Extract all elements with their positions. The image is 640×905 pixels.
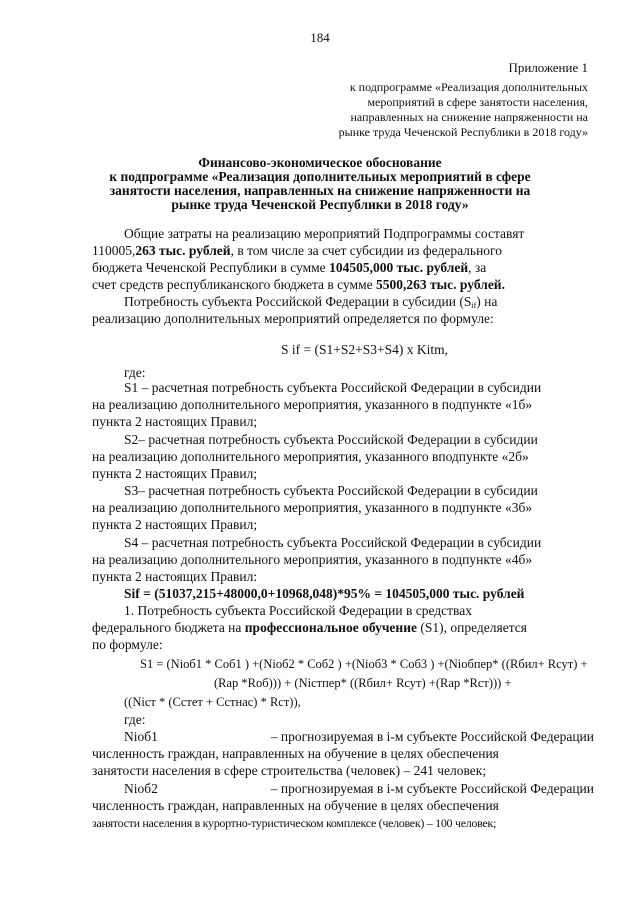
title-line-1: Финансово-экономическое обоснование — [198, 155, 442, 170]
p2-line-2: реализацию дополнительных мероприятий определяется по формуле: — [92, 311, 494, 326]
p3-line-2: федерального бюджета на профессиональное обучение (S1), определяется — [92, 620, 527, 635]
appendix-line-4: рынке труда Чеченской Республики в 2018 году» — [338, 125, 588, 139]
p1-line-3: бюджета Чеченской Республики в сумме 104505,000 тыс. рублей, за — [92, 260, 487, 275]
page-number: 184 — [310, 30, 330, 45]
appendix-label: Приложение 1 — [508, 60, 588, 75]
where-label-1: где: — [124, 365, 146, 380]
formula-s1-line-2: (Rар *Rоб))) + (Nicтпер* ((Rбил+ Rсут) +(Rар *Rст))) + — [214, 676, 512, 690]
title-line-3: занятости населения, направленных на снижение напряженности на — [109, 183, 531, 198]
p1-line-2: 110005,263 тыс. рублей, в том числе за счет субсидии из федерального — [92, 243, 502, 258]
s2-line-1: S2– расчетная потребность субъекта Российской Федерации в субсидии — [124, 432, 538, 447]
appendix-line-3: направленных на снижение напряженности на — [350, 110, 588, 124]
s2-line-3: пункта 2 настоящих Правил; — [92, 466, 258, 481]
s1-line-2: на реализацию дополнительного мероприятия, указанного в подпункте «1б» — [92, 397, 533, 412]
appendix-line-1: к подпрограмме «Реализация дополнительных — [349, 80, 588, 94]
s3-line-1: S3– расчетная потребность субъекта Российской Федерации в субсидии — [124, 483, 538, 498]
n2-line-3: занятости населения в курортно-туристическом комплексе (человек) – 100 человек; — [92, 816, 496, 830]
formula-sif: S if = (S1+S2+S3+S4) x Kitm, — [281, 342, 448, 357]
n2-line-2: численность граждан, направленных на обучение в целях обеспечения — [92, 798, 499, 813]
appendix-line-2: мероприятий в сфере занятости населения, — [367, 95, 588, 109]
s4-line-2: на реализацию дополнительного мероприятия, указанного в подпункте «4б» — [92, 552, 533, 567]
s2-line-2: на реализацию дополнительного мероприятия, указанного вподпункте «2б» — [92, 449, 529, 464]
s1-line-1: S1 – расчетная потребность субъекта Российской Федерации в субсидии — [124, 380, 542, 395]
p1-line-1: Общие затраты на реализацию мероприятий Подпрограммы составят — [124, 226, 525, 241]
p3-line-1: 1. Потребность субъекта Российской Федерации в средствах — [124, 603, 472, 618]
s3-line-2: на реализацию дополнительного мероприятия, указанного в подпункте «3б» — [92, 500, 533, 515]
p3-line-3: по формуле: — [92, 637, 163, 652]
title-line-2: к подпрограмме «Реализация дополнительных мероприятий в сфере — [109, 169, 531, 184]
formula-s1-line-3: ((Nicт * (Cстет + Cстнас) * Rст)), — [124, 695, 301, 709]
n1-line-2: численность граждан, направленных на обучение в целях обеспечения — [92, 746, 499, 761]
n1-line-1: Nioб1 – прогнозируемая в i-м субъекте Российской Федерации — [124, 729, 594, 744]
s4-line-3: пункта 2 настоящих Правил: — [92, 569, 258, 584]
s3-line-3: пункта 2 настоящих Правил; — [92, 517, 258, 532]
title-line-4: рынке труда Чеченской Республики в 2018 году» — [171, 197, 469, 212]
sif-total: Sif = (51037,215+48000,0+10968,048)*95% = 104505,000 тыс. рублей — [124, 586, 525, 601]
s1-line-3: пункта 2 настоящих Правил; — [92, 414, 258, 429]
p2-line-1: Потребность субъекта Российской Федерации в субсидии $(S_{if})$ на — [124, 294, 498, 310]
p1-line-4: счет средств республиканского бюджета в сумме 5500,263 тыс. рублей. — [92, 277, 505, 292]
where-label-2: где: — [124, 712, 146, 727]
n1-line-3: занятости населения в сфере строительства (человек) – 241 человек; — [92, 763, 487, 778]
formula-s1-line-1: S1 = (Nioб1 * Coб1 ) +(Nioб2 * Coб2 ) +(Nioб3 * Coб3 ) +(Nioбпер* ((Rбил+ Rсут) + — [140, 657, 588, 671]
n2-line-1: Nioб2 – прогнозируемая в i-м субъекте Российской Федерации — [124, 781, 594, 796]
s4-line-1: S4 – расчетная потребность субъекта Российской Федерации в субсидии — [124, 535, 542, 550]
